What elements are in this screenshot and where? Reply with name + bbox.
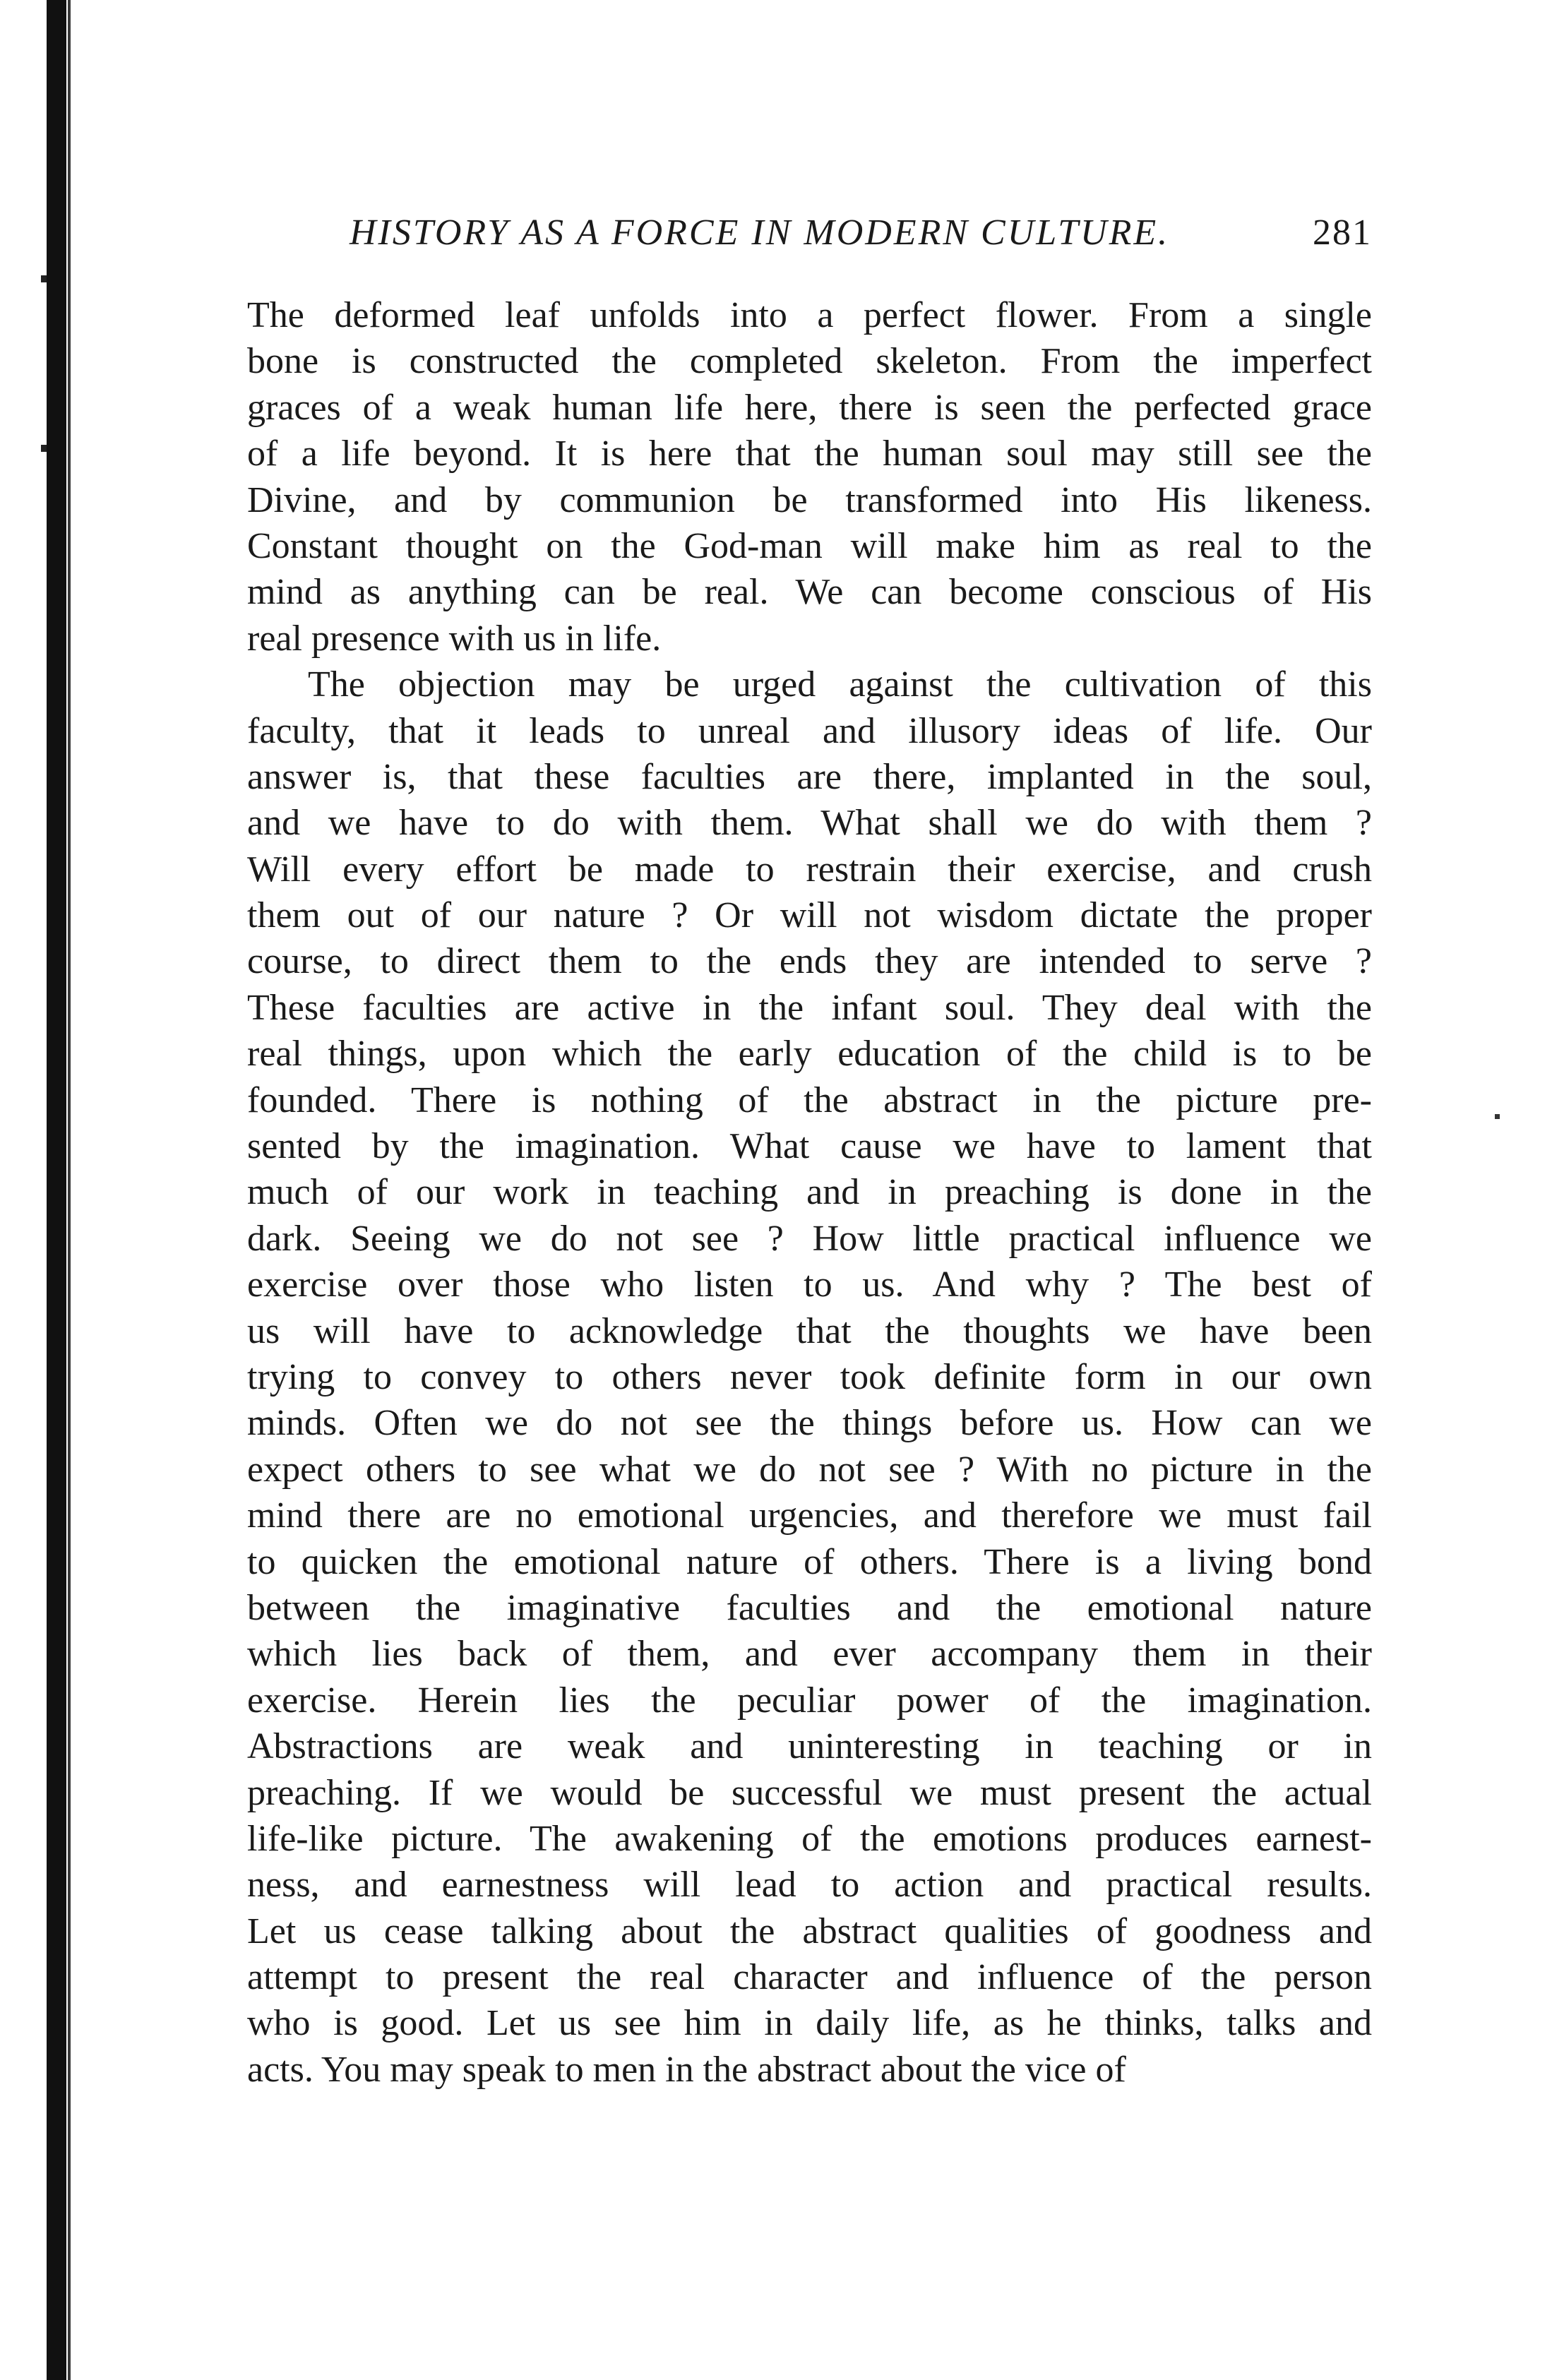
text-line: exercise over those who listen to us. And why ? The best of bbox=[247, 1264, 1372, 1305]
text-line: attempt to present the real character and influence of the person bbox=[247, 1957, 1372, 1998]
text-line: minds. Often we do not see the things before us. How can we bbox=[247, 1403, 1372, 1444]
text-line: us will have to acknowledge that the thoughts we have been bbox=[247, 1310, 1372, 1351]
text-line: The objection may be urged against the cultivation of this bbox=[308, 664, 1372, 705]
text-line: faculty, that it leads to unreal and illusory ideas of life. Our bbox=[247, 710, 1372, 751]
running-title: HISTORY AS A FORCE IN MODERN CULTURE. bbox=[350, 213, 1170, 253]
text-line: between the imaginative faculties and the emotional nature bbox=[247, 1587, 1372, 1628]
page-number: 281 bbox=[1313, 213, 1372, 253]
text-line: graces of a weak human life here, there is seen the perfected grace bbox=[247, 387, 1372, 428]
text-line: mind as anything can be real. We can become conscious of His bbox=[247, 572, 1372, 613]
text-line: trying to convey to others never took definite form in our own bbox=[247, 1356, 1372, 1397]
page-header bbox=[350, 212, 1372, 268]
text-line: These faculties are active in the infant soul. They deal with the bbox=[247, 987, 1372, 1028]
text-line: sented by the imagination. What cause we have to lament that bbox=[247, 1126, 1372, 1167]
text-line: founded. There is nothing of the abstract in the picture pre- bbox=[247, 1080, 1372, 1120]
binding-edge bbox=[47, 0, 66, 2380]
text-line: real things, upon which the early education of the child is to be bbox=[247, 1034, 1372, 1075]
text-line: acts. You may speak to men in the abstract about the vice of bbox=[247, 2049, 1126, 2090]
paragraph bbox=[247, 292, 1372, 662]
text-line: expect others to see what we do not see ? With no picture in the bbox=[247, 1449, 1372, 1490]
text-line: answer is, that these faculties are there, implanted in the soul, bbox=[247, 756, 1372, 797]
text-line: Let us cease talking about the abstract qualities of goodness and bbox=[247, 1910, 1372, 1951]
text-line: which lies back of them, and ever accompany them in their bbox=[247, 1634, 1372, 1675]
text-line: exercise. Herein lies the peculiar power of the imagination. bbox=[247, 1680, 1372, 1721]
text-line: much of our work in teaching and in preaching is done in the bbox=[247, 1172, 1372, 1213]
edge-mark bbox=[41, 445, 47, 452]
text-line: who is good. Let us see him in daily life, as he thinks, talks and bbox=[247, 2003, 1372, 2044]
body-text bbox=[247, 292, 1372, 2093]
text-line: life-like picture. The awakening of the emotions produces earnest- bbox=[247, 1818, 1372, 1859]
text-line: Will every effort be made to restrain their exercise, and crush bbox=[247, 849, 1372, 890]
text-line: Abstractions are weak and uninteresting in teaching or in bbox=[247, 1726, 1372, 1767]
edge-mark bbox=[41, 275, 47, 282]
text-line: preaching. If we would be successful we must present the actual bbox=[247, 1772, 1372, 1813]
text-line: The deformed leaf unfolds into a perfect flower. From a single bbox=[247, 295, 1372, 335]
text-line: to quicken the emotional nature of others. There is a living bond bbox=[247, 1541, 1372, 1582]
text-line: of a life beyond. It is here that the human soul may still see the bbox=[247, 433, 1372, 474]
text-line: dark. Seeing we do not see ? How little practical influence we bbox=[247, 1218, 1372, 1259]
text-line: real presence with us in life. bbox=[247, 618, 662, 659]
text-line: Constant thought on the God-man will make him as real to the bbox=[247, 525, 1372, 566]
binding-edge-shadow bbox=[68, 0, 71, 2380]
text-line: mind there are no emotional urgencies, and therefore we must fail bbox=[247, 1495, 1372, 1536]
text-line: ness, and earnestness will lead to action and practical results. bbox=[247, 1865, 1372, 1906]
text-line: bone is constructed the completed skeleton. From the imperfect bbox=[247, 341, 1372, 382]
text-line: Divine, and by communion be transformed into His likeness. bbox=[247, 479, 1372, 520]
text-line: course, to direct them to the ends they are intended to serve ? bbox=[247, 941, 1372, 982]
paragraph bbox=[247, 662, 1372, 2093]
margin-mark bbox=[1495, 1114, 1500, 1119]
text-line: and we have to do with them. What shall we do with them ? bbox=[247, 803, 1372, 844]
text-line: them out of our nature ? Or will not wisdom dictate the proper bbox=[247, 895, 1372, 936]
